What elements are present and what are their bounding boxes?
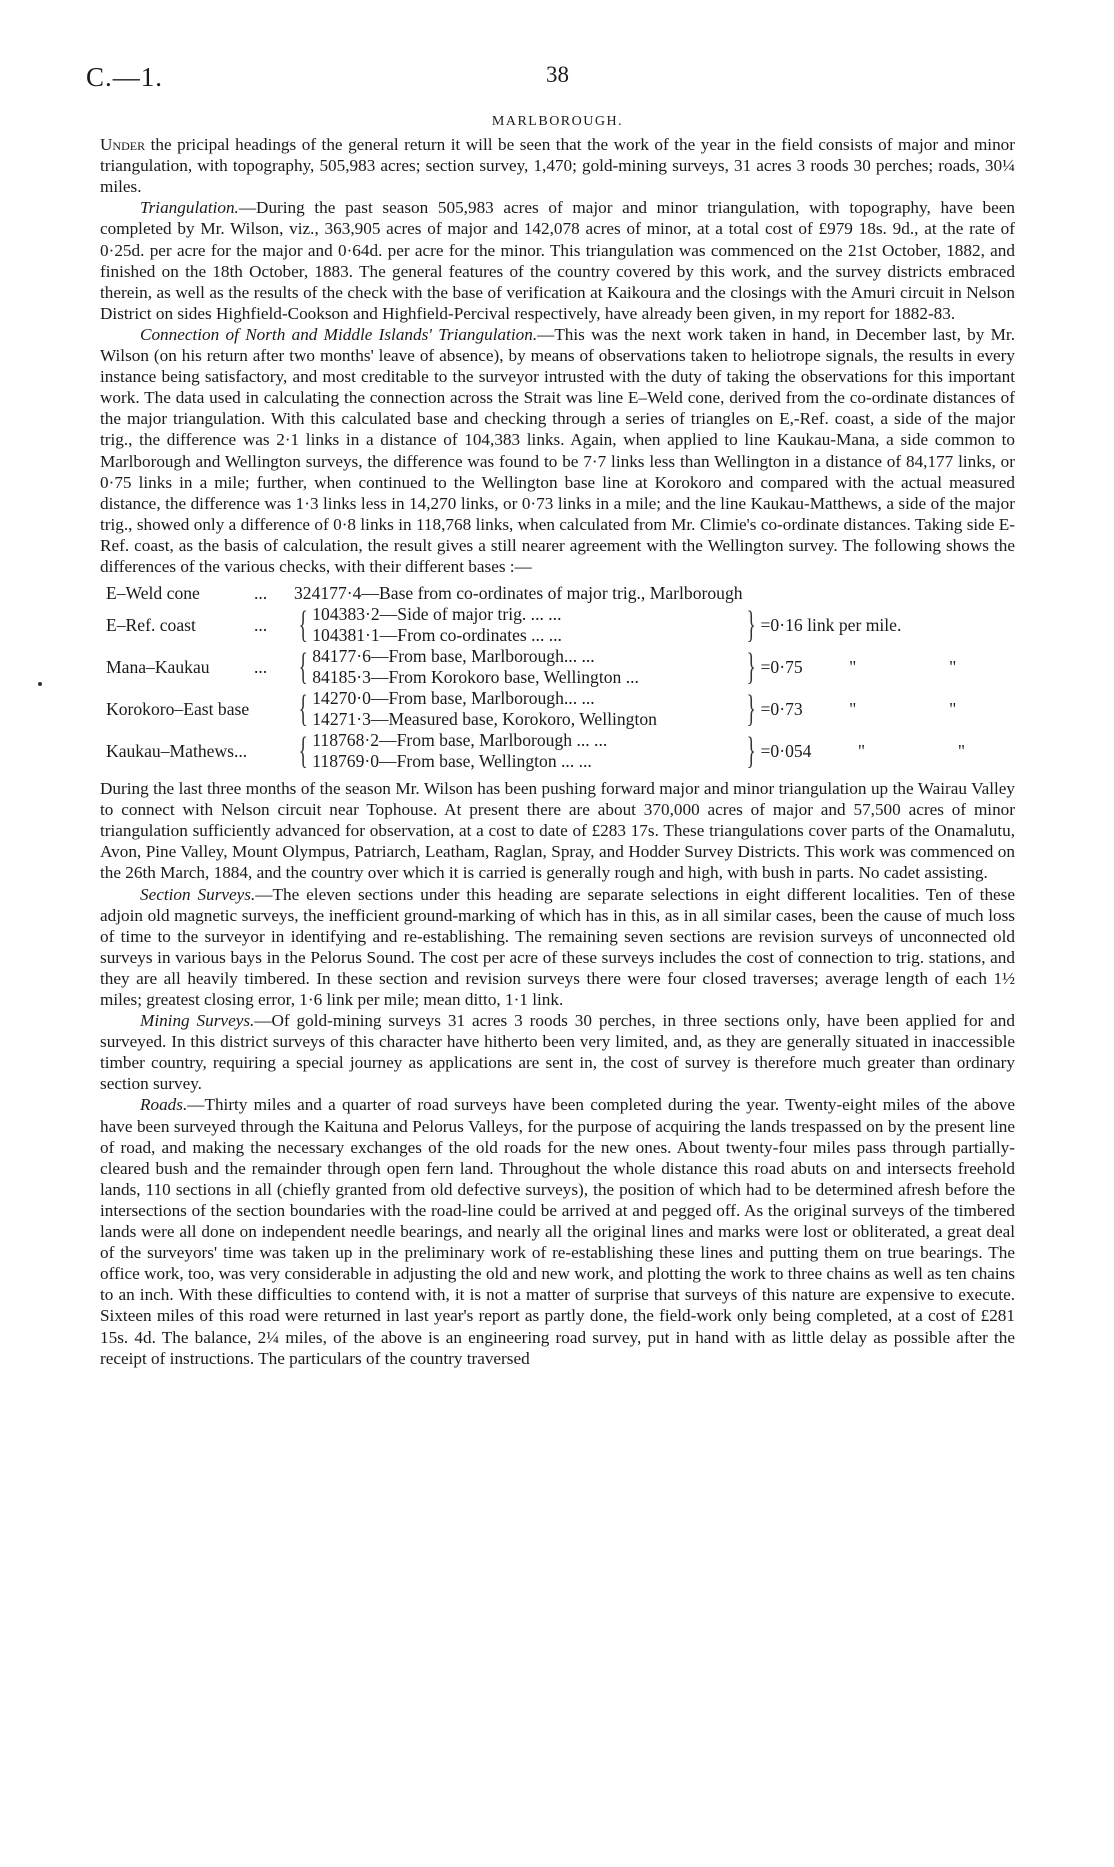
left-brace: { [298,688,308,731]
difference-result [761,730,1016,772]
base-detail [312,646,742,688]
table-row [100,688,1015,730]
leader-dots: ... [254,583,268,604]
left-brace: { [298,646,308,689]
intro-lead-word: Under [100,135,146,155]
triangulation-text: —During the past season 505,983 acres of major and minor triangulation, with topography, have been completed by Mr. Wilson, viz., 363,905 acres of major and 142,078 acres of minor, at a total cost of £979 18s. 9d., at the rate of 0·25d. per acre for the major and 0·64d. per acre for the minor. This triangulation was commenced on the 21st October, 1882, and finished on the 18th October, 1883. The general features of the country covered by this work, and the survey districts embraced therein, as well as the results of the check with the base of verification at Kaikoura and the closings with the Amuri circuit in Nelson District on sides Highfield-Cookson and Highfield-Percival respectively, have already been given, in my report for 1882-83. [100,198,1015,323]
ditto-mark: " [857,740,866,761]
detail-line: 118768·2—From base, Marlborough ... ... [312,730,608,751]
base-detail [312,730,742,772]
difference-result: =0·16 link per mile. [760,614,902,635]
right-brace: } [746,688,756,731]
section-surveys-paragraph [100,884,1015,1011]
intro-text: the pricipal headings of the general return it will be seen that the work of the year in the field consists of major and minor triangulation, with topography, 505,983 acres; section survey, 1,470; gold-mining surveys, 31 acres 3 roods 30 perches; roads, 30¼ miles. [100,135,1015,197]
leader-dots [254,688,294,730]
table-row [100,583,1015,604]
right-brace: } [746,646,756,689]
base-name: Mana–Kaukau [106,656,210,677]
triangulation-paragraph [100,197,1015,324]
right-brace: } [746,604,756,647]
left-brace: { [298,604,308,647]
result-value: =0·054 [760,740,812,761]
mining-surveys-paragraph [100,1010,1015,1094]
ditto-mark: " [949,698,957,719]
ditto-mark: " [957,740,966,761]
left-brace: { [298,730,308,773]
difference-result [761,688,1016,730]
table-row [100,646,1015,688]
document-reference: C.—1. [86,62,164,92]
intro-paragraph [100,134,1015,197]
leader-dots [254,730,294,772]
roads-text: —Thirty miles and a quarter of road surveys have been completed during the year. Twenty-eight miles of the above have been surveyed through the Kaituna and Pelorus Valleys, for the purpose of acquiring the lands trespassed on by the present line of road, and making the necessary exchanges of the old roads for the new ones. About twenty-four miles pass through partially-cleared bush and the remainder through open fern land. Throughout the whole distance this road abuts on and intersects freehold lands, 110 sections in all (chiefly granted from old defective surveys), the position of which had to be determined afresh before the intersections of the section boundaries with the road-line could be arrived at and pegged off. As the original surveys of the timbered lands were all done on independent needle bearings, and nearly all the original lines and marks were lost or obliterated, a great deal of the surveyors' time was taken up in the preliminary work of re-establishing these lines and putting them on true bearings. The office work, too, was very considerable in adjusting the old and new work, and plotting the work to three chains as well as ten chains to an inch. With these difficulties to contend with, it is not a matter of surprise that surveys of this nature are expensive to execute. Sixteen miles of this road were returned in last year's report as partly done, the field-work only being completed, at a cost of £281 15s. 4d. The balance, 2¼ miles, of the above is an engineering road survey, put in hand with as little delay as possible after the receipt of instructions. The particulars of the country traversed [100,1095,1015,1368]
base-name: Kaukau–Mathews... [106,740,248,761]
leader-dots: ... [254,614,268,635]
detail-line: 104381·1—From co-ordinates ... ... [312,625,562,646]
wairau-paragraph: During the last three months of the season Mr. Wilson has been pushing forward major and minor triangulation up the Wairau Valley to connect with Nelson circuit near Tophouse. At present there are about 370,000 acres of major and 57,500 acres of minor triangulation sufficiently advanced for observation, at a cost to date of £283 17s. These triangulations cover parts of the Onamalutu, Avon, Pine Valley, Mount Olympus, Patriarch, Leatham, Raglan, Spray, and Hodder Survey Districts. This work was commenced on the 26th March, 1884, and the country over which it is carried is generally rough and high, with bush in parts. No cadet assisting. [100,779,1015,883]
table-row [100,730,1015,772]
roads-paragraph [100,1094,1015,1368]
base-name: E–Ref. coast [106,614,196,635]
detail-line: 84177·6—From base, Marlborough... ... [312,646,595,667]
section-surveys-title: Section Surveys. [140,884,256,904]
leader-dots: ... [254,656,268,677]
margin-mark [38,682,42,686]
base-name: Korokoro–East base [106,698,250,719]
right-brace: } [746,730,756,773]
detail-line: 104383·2—Side of major trig. ... ... [312,604,562,625]
detail-line: 14271·3—Measured base, Korokoro, Wellington [312,709,657,730]
base-detail: 324177·4—Base from co-ordinates of major trig., Marlborough [294,583,743,604]
roads-title: Roads. [140,1095,188,1115]
base-detail [312,604,742,646]
detail-line: 118769·0—From base, Wellington ... ... [312,751,592,772]
connection-title: Connection of North and Middle Islands' Triangulation. [140,324,538,344]
ditto-mark: " [849,656,857,677]
mining-surveys-text: —Of gold-mining surveys 31 acres 3 roods 30 perches, in three sections only, have been applied for and surveyed. In this district surveys of this character have hitherto been very limited, and, as they are generally situated in inaccessible timber country, requiring a special journey as applications are sent in, the cost of survey is therefore much greater than ordinary section survey. [100,1011,1015,1094]
section-surveys-text: —The eleven sections under this heading are separate selections in eight different localities. Ten of these adjoin old magnetic surveys, the inefficient ground-marking of which has in this, as in all similar cases, been the cause of much loss of time to the surveyor in identifying and re-establishing. The remaining seven sections are revision surveys of unconnected old surveys in various bays in the Pelorus Sound. The cost per acre of these surveys includes the cost of connection to trig. stations, and they are all heavily timbered. In these section and revision surveys there were four closed traverses; average length of each 1½ miles; greatest closing error, 1·6 link per mile; mean ditto, 1·1 link. [100,884,1015,1009]
triangulation-title: Triangulation. [140,198,239,218]
page-number: 38 [546,62,569,87]
base-name: E–Weld cone [106,583,200,604]
detail-line: 14270·0—From base, Marlborough... ... [312,688,595,709]
result-value: =0·73 [760,698,803,719]
ditto-mark: " [949,656,957,677]
ditto-mark: " [849,698,857,719]
page-body [100,111,1015,1369]
result-value: =0·75 [760,656,803,677]
checks-table [100,583,1015,772]
mining-surveys-title: Mining Surveys. [140,1011,255,1031]
table-row [100,604,1015,646]
page-header [86,62,1032,102]
difference-result [761,646,1016,688]
connection-text: —This was the next work taken in hand, in December last, by Mr. Wilson (on his return after two months' leave of absence), by means of observations taken to heliotrope signals, the results in every instance being satisfactory, and most creditable to the surveyor intrusted with the duty of taking the observations for this important work. The data used in calculating the connection across the Strait was line E–Weld cone, derived from the co-ordinate distances of the major triangulation. With this calculated base and checking through a series of triangles on E,-Ref. coast, a side of the major trig., the difference was 2·1 links in a distance of 104,383 links. Again, when applied to line Kaukau-Mana, a side common to Marlborough and Wellington surveys, the difference was found to be 7·7 links less than Wellington in a distance of 84,177 links, or 0·75 links in a mile; further, when continued to the Wellington base line at Korokoro and compared with the actual measured distance, the difference was 1·3 links less in 14,270 links, or 0·73 links in a mile; and the line Kaukau-Matthews, a side of the major trig., showed only a difference of 0·8 links in 118,768 links, when calculated from Mr. Climie's co-ordinate distances. Taking side E-Ref. coast, as the basis of calculation, the result gives a still nearer agreement with the Wellington survey. The following shows the differences of the various checks, with their different bases :— [100,324,1015,576]
connection-paragraph [100,324,1015,577]
detail-line: 84185·3—From Korokoro base, Wellington ... [312,667,639,688]
base-detail [312,688,742,730]
section-heading: MARLBOROUGH. [491,114,624,129]
